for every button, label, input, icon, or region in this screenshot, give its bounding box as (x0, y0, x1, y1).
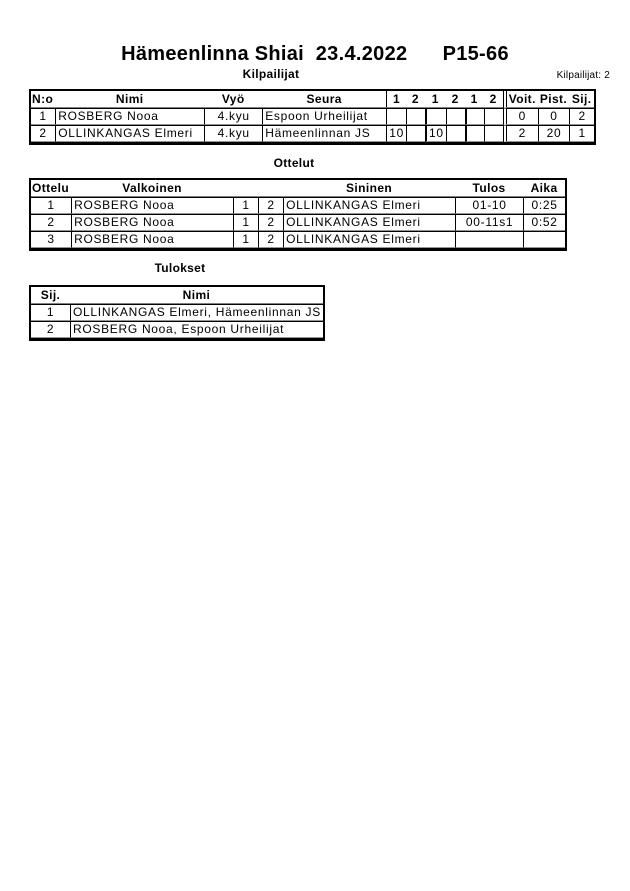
competitor-club: Espoon Urheilijat (262, 108, 386, 125)
white-competitor: ROSBERG Nooa (71, 197, 233, 214)
score-cell: 10 (425, 125, 446, 142)
result-name: ROSBERG Nooa, Espoon Urheilijat (70, 321, 323, 338)
header-score-1: 1 (386, 91, 406, 108)
header-tulos: Tulos (455, 180, 523, 197)
ottelut-header-row (31, 180, 565, 197)
competitor-club: Hämeenlinnan JS (262, 125, 386, 142)
wins-cell: 2 (503, 125, 538, 142)
header-vyo: Vyö (204, 91, 262, 108)
competitor-name: ROSBERG Nooa (55, 108, 204, 125)
result-placing: 2 (31, 321, 70, 338)
score-cell (484, 108, 503, 125)
match-time: 0:52 (523, 214, 565, 231)
result-name: OLLINKANGAS Elmeri, Hämeenlinnan JS (70, 304, 323, 321)
competitor-belt: 4.kyu (204, 108, 262, 125)
result-placing: 1 (31, 304, 70, 321)
ottelut-table (29, 178, 567, 251)
header-aika: Aika (523, 180, 565, 197)
match-number: 3 (31, 231, 71, 248)
kilpailijat-table (29, 89, 596, 145)
header-white-number (233, 180, 258, 197)
points-cell: 20 (538, 125, 569, 142)
score-cell (484, 125, 503, 142)
wins-cell: 0 (503, 108, 538, 125)
competitor-number: 2 (31, 125, 55, 142)
match-number: 1 (31, 197, 71, 214)
header-valkoinen: Valkoinen (71, 180, 233, 197)
blue-number: 2 (258, 214, 283, 231)
match-row (31, 214, 565, 231)
kilpailijat-heading: Kilpailijat (242, 67, 300, 81)
header-sij: Sij. (569, 91, 594, 108)
score-cell (446, 108, 465, 125)
header-sininen: Sininen (283, 180, 455, 197)
blue-competitor: OLLINKANGAS Elmeri (283, 197, 455, 214)
tulokset-table (29, 285, 325, 341)
competitor-name: OLLINKANGAS Elmeri (55, 125, 204, 142)
header-score-6: 2 (484, 91, 503, 108)
header-seura: Seura (262, 91, 386, 108)
header-score-3: 1 (425, 91, 446, 108)
score-cell: 10 (386, 125, 406, 142)
white-number: 1 (233, 231, 258, 248)
header-score-5: 1 (465, 91, 484, 108)
tulokset-header-row (31, 287, 323, 304)
score-cell (406, 108, 425, 125)
score-cell (446, 125, 465, 142)
white-competitor: ROSBERG Nooa (71, 214, 233, 231)
score-cell (406, 125, 425, 142)
header-sij: Sij. (31, 287, 70, 304)
competitor-number: 1 (31, 108, 55, 125)
header-no: N:o (31, 91, 55, 108)
score-cell (465, 125, 484, 142)
match-row (31, 231, 565, 248)
tulokset-heading: Tulokset (154, 261, 206, 275)
header-voit: Voit. (503, 91, 538, 108)
score-cell (465, 108, 484, 125)
competitor-row (31, 108, 594, 125)
header-pist: Pist. (538, 91, 569, 108)
result-row (31, 321, 323, 338)
competitor-count-label: Kilpailijat: 2 (556, 70, 610, 81)
header-blue-number (258, 180, 283, 197)
result-row (31, 304, 323, 321)
score-cell (425, 108, 446, 125)
competitor-row (31, 125, 594, 142)
placing-cell: 2 (569, 108, 594, 125)
header-score-2: 2 (406, 91, 425, 108)
blue-competitor: OLLINKANGAS Elmeri (283, 214, 455, 231)
header-score-4: 2 (446, 91, 465, 108)
blue-competitor: OLLINKANGAS Elmeri (283, 231, 455, 248)
header-nimi: Nimi (70, 287, 323, 304)
points-cell: 0 (538, 108, 569, 125)
header-ottelu: Ottelu (31, 180, 71, 197)
score-cell (386, 108, 406, 125)
competitor-belt: 4.kyu (204, 125, 262, 142)
match-time: 0:25 (523, 197, 565, 214)
match-result: 00-11s1 (455, 214, 523, 231)
ottelut-heading: Ottelut (273, 156, 315, 170)
match-time (523, 231, 565, 248)
match-result: 01-10 (455, 197, 523, 214)
match-number: 2 (31, 214, 71, 231)
match-result (455, 231, 523, 248)
blue-number: 2 (258, 231, 283, 248)
page-title: Hämeenlinna Shiai 23.4.2022 P15-66 (121, 43, 509, 65)
kilpailijat-header-row (31, 91, 594, 108)
match-row (31, 197, 565, 214)
white-competitor: ROSBERG Nooa (71, 231, 233, 248)
white-number: 1 (233, 214, 258, 231)
header-nimi: Nimi (55, 91, 204, 108)
white-number: 1 (233, 197, 258, 214)
blue-number: 2 (258, 197, 283, 214)
placing-cell: 1 (569, 125, 594, 142)
